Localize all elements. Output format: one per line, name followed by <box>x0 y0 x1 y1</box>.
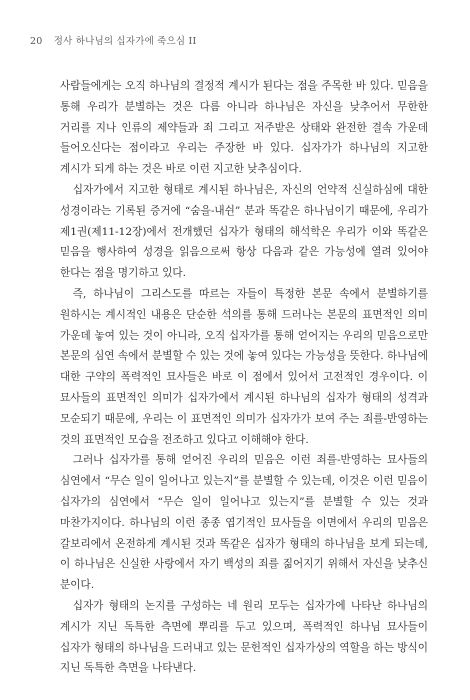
paragraph: 즉, 하나님이 그리스도를 따르는 자들이 특정한 본문 속에서 분별하기를 원하시는 계시적인 내용은 단순한 석의를 통해 드러나는 본문의 표면적인 의미 가운데 놓여 있는 것이 아니라, 오직 십자가를 통해 얻어지는 우리의 믿음으로만 본문의 심연 속에서 분별할 수 있는 것에 놓여 있다는 가능성을 뜻한다. 하나님에 대한 구약의 폭력적인 묘사들은 바로 이 점에서 있어서 고전적인 경우이다. 이 묘사들의 표면적인 의미가 십자가에서 계시된 하나님의 십자가 형태의 성격과 모순되기 때문에, 우리는 이 표면적인 의미가 십자가가 보여 주는 죄를-반영하는 것의 표면적인 모습을 전조하고 있다고 이해해야 한다. <box>60 287 428 446</box>
paragraph: 그러나 십자가를 통해 얻어진 우리의 믿음은 이런 죄를-반영하는 묘사들의 심연에서 “무슨 일이 일어나고 있는지”를 분별할 수 있는데, 이것은 이런 믿음이 십자가의 심연에서 “무슨 일이 일어나고 있는지”를 분별할 수 있는 것과 마찬가지이다. 하나님의 이런 종종 엽기적인 묘사들을 이면에서 우리의 믿음은 갈보리에서 온전하게 계시된 것과 똑같은 십자가 형태의 하나님을 보게 되는데, 이 하나님은 신실한 사랑에서 자기 백성의 죄를 짊어지기 위해서 자신을 낮추신 분이다. <box>60 454 428 592</box>
paragraph: 사람들에게는 오직 하나님의 결정적 계시가 된다는 점을 주목한 바 있다. 믿음을 통해 우리가 분별하는 것은 다름 아니라 하나님은 자신을 낮추어서 무한한 거리를 지나 인류의 제약들과 죄 그리고 저주받은 상태와 완전한 결속 가운데 들어오신다는 점이라고 우리는 주장한 바 있다. 십자가가 하나님의 지고한 계시가 되게 하는 것은 바로 이런 지고한 낮추심이다. <box>60 80 428 176</box>
paragraph: 십자가에서 지고한 형태로 계시된 하나님은, 자신의 언약적 신실하심에 대한 성경이라는 기록된 증거에 “숨을-내쉰” 분과 똑같은 하나님이기 때문에, 우리가 제1권(제11-12장)에서 전개했던 십자가 형태의 해석학은 우리가 이와 똑같은 믿음을 행사하여 성경을 읽음으로써 항상 다음과 같은 가능성에 열려 있어야 한다는 점을 명기하고 있다. <box>60 183 428 280</box>
body-text <box>60 76 428 679</box>
page-number: 20 <box>30 36 43 47</box>
running-head <box>30 33 196 47</box>
paragraph: 십자가 형태의 논지를 구성하는 네 원리 모두는 십자가에 나타난 하나님의 계시가 지닌 독특한 측면에 뿌리를 두고 있으며, 폭력적인 하나님 묘사들이 십자가 형태의 하나님을 드러내고 있는 문헌적인 십자가상의 역할을 하는 방식이 지닌 독특한 측면을 나타낸다. <box>60 599 429 675</box>
running-title: 정사 하나님의 십자가에 죽으심 II <box>53 36 197 47</box>
